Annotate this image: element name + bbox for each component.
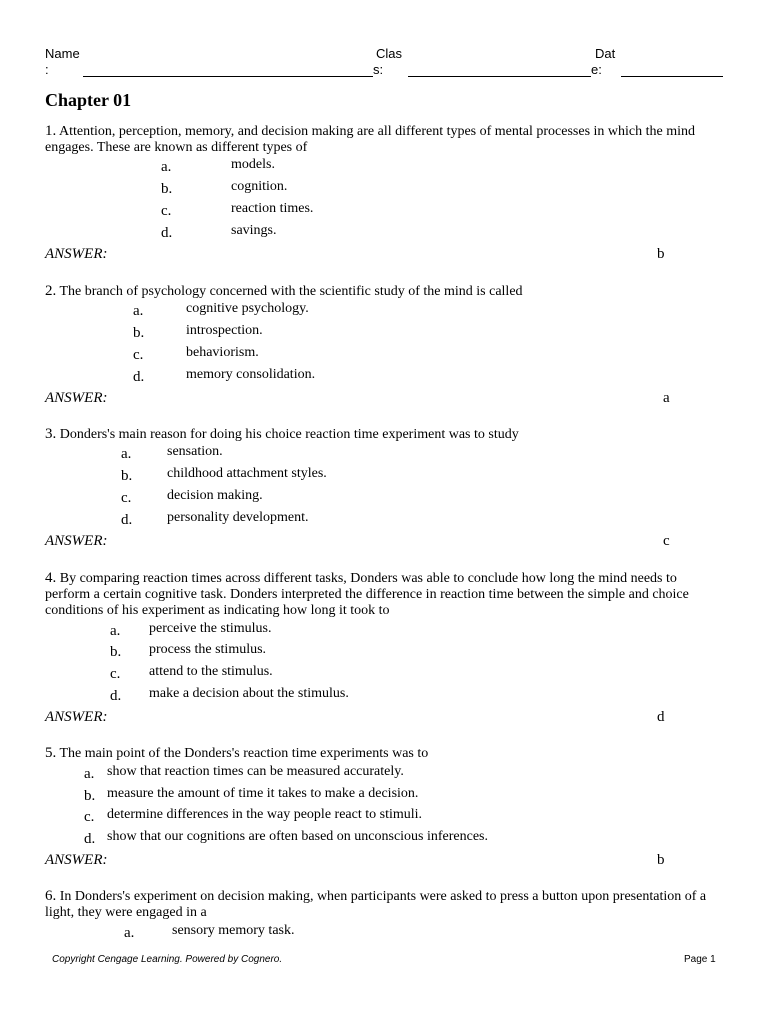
- question-3: [45, 426, 725, 443]
- q1-answer-value: b: [657, 246, 665, 262]
- question-5: [45, 745, 725, 762]
- class-label: Clas: [376, 46, 403, 61]
- question-5-text: 5. The main point of the Donders's reaction time experiments was to: [45, 745, 429, 761]
- question-1: [45, 123, 725, 156]
- date-label-colon: e:: [591, 62, 602, 77]
- q5-answer-label: ANSWER:: [45, 852, 108, 868]
- footer-copyright: Copyright Cengage Learning. Powered by Cognero.: [52, 954, 283, 965]
- q2-answer-value: a: [663, 390, 670, 406]
- question-1-text: 1. Attention, perception, memory, and decision making are all different types of mental processes in which the mind engages. These are known as different types of: [45, 123, 696, 155]
- class-label-colon: s:: [373, 62, 384, 77]
- q1-answer-label: ANSWER:: [45, 246, 108, 262]
- question-4-text: 4. By comparing reaction times across different tasks, Donders was able to conclude how long the mind needs to perform a certain cognitive task. Donders interpreted the difference in reaction time between the simple and choice conditions of his experiment as indicating how long it took to: [45, 570, 689, 618]
- date-label: Dat: [595, 46, 616, 61]
- q2-answer-label: ANSWER:: [45, 390, 108, 406]
- q3-answer-label: ANSWER:: [45, 533, 108, 549]
- q3-answer-value: c: [663, 533, 670, 549]
- footer-page-number: Page 1: [684, 954, 716, 965]
- name-label-colon: :: [45, 62, 49, 77]
- question-6-text: 6. In Donders's experiment on decision making, when participants were asked to press a button upon presentation of a light, they were engaged in a: [45, 888, 707, 920]
- question-2-text: 2. The branch of psychology concerned with the scientific study of the mind is called: [45, 283, 523, 299]
- class-field-line[interactable]: [408, 76, 591, 77]
- question-6: [45, 888, 725, 921]
- question-2: [45, 283, 725, 300]
- question-4: [45, 570, 725, 619]
- name-label: Name: [45, 46, 80, 61]
- question-3-text: 3. Donders's main reason for doing his choice reaction time experiment was to study: [45, 426, 519, 442]
- chapter-title: Chapter 01: [45, 90, 132, 110]
- date-field-line[interactable]: [621, 76, 723, 77]
- q5-answer-value: b: [657, 852, 665, 868]
- q4-answer-value: d: [657, 709, 665, 725]
- name-field-line[interactable]: [83, 76, 373, 77]
- q4-answer-label: ANSWER:: [45, 709, 108, 725]
